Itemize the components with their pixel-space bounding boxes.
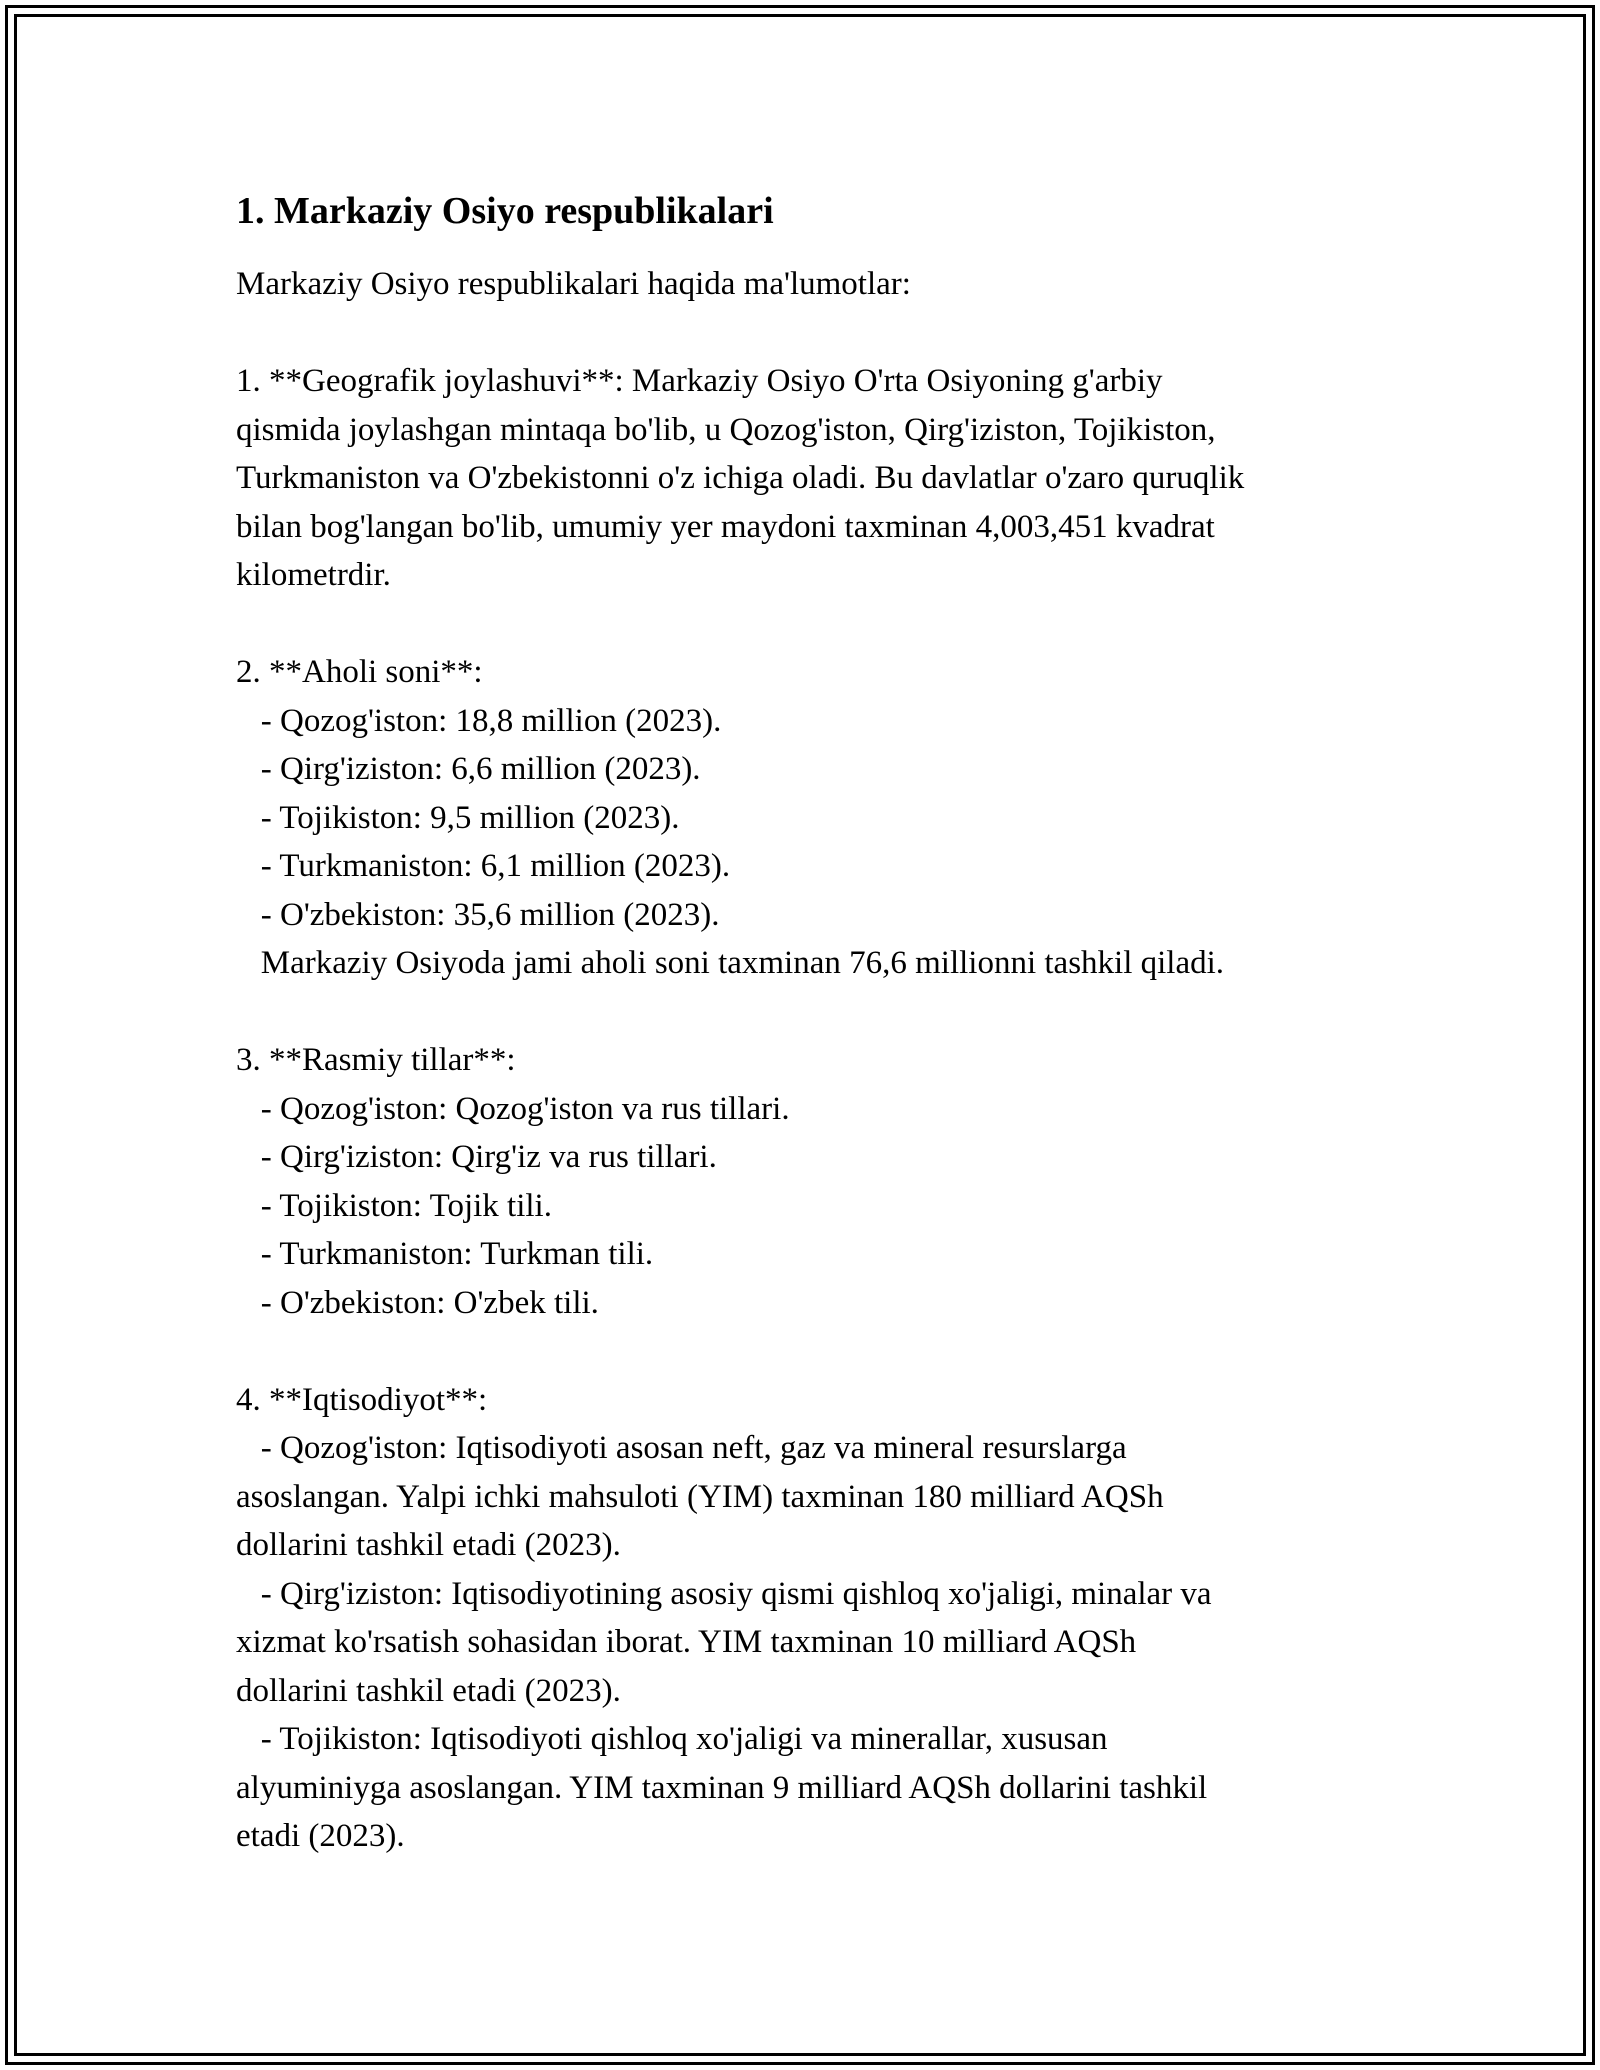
text-line: qismida joylashgan mintaqa bo'lib, u Qozog'iston, Qirg'iziston, Tojikiston,	[236, 411, 1216, 448]
text-line: dollarini tashkil etadi (2023).	[236, 1672, 621, 1709]
text-line: Markaziy Osiyoda jami aholi soni taxminan 76,6 millionni tashkil qiladi.	[236, 945, 1225, 981]
text-line: - Qirg'iziston: Qirg'iz va rus tillari.	[236, 1139, 717, 1175]
text-line: alyuminiyga asoslangan. YIM taxminan 9 milliard AQSh dollarini tashkil	[236, 1769, 1208, 1806]
text-line: Markaziy Osiyo respublikalari haqida ma'lumotlar:	[236, 266, 911, 302]
text-line: 3. **Rasmiy tillar**:	[236, 1042, 516, 1078]
text-line: kilometrdir.	[236, 557, 391, 593]
text-line: dollarini tashkil etadi (2023).	[236, 1527, 621, 1563]
text-line: - Qirg'iziston: 6,6 million (2023).	[236, 751, 701, 787]
text-line: 1. **Geografik joylashuvi**: Markaziy Osiyo O'rta Osiyoning g'arbiy	[236, 363, 1163, 399]
document-text	[236, 260, 1386, 1861]
text-line: 2. **Aholi soni**:	[236, 654, 483, 690]
document-body	[236, 186, 1386, 1861]
text-line: - Tojikiston: Tojik tili.	[236, 1187, 552, 1224]
text-line	[236, 1327, 1386, 1376]
text-line: - Qozog'iston: 18,8 million (2023).	[236, 702, 722, 739]
text-line: - Qozog'iston: Iqtisodiyoti asosan neft, gaz va mineral resurslarga	[236, 1430, 1127, 1466]
text-line: - O'zbekiston: O'zbek tili.	[236, 1284, 599, 1321]
text-line	[236, 309, 1386, 358]
text-line: - Turkmaniston: 6,1 million (2023).	[236, 848, 731, 884]
text-line: 4. **Iqtisodiyot**:	[236, 1381, 488, 1418]
text-line: - Qirg'iziston: Iqtisodiyotining asosiy qismi qishloq xo'jaligi, minalar va	[236, 1575, 1212, 1612]
text-line: etadi (2023).	[236, 1818, 405, 1854]
text-line: - O'zbekiston: 35,6 million (2023).	[236, 896, 720, 933]
text-line: - Qozog'iston: Qozog'iston va rus tillari.	[236, 1090, 790, 1127]
text-line: xizmat ko'rsatish sohasidan iborat. YIM taxminan 10 milliard AQSh	[236, 1624, 1137, 1660]
text-line	[236, 600, 1386, 649]
text-line: - Tojikiston: 9,5 million (2023).	[236, 799, 680, 836]
document-title: 1. Markaziy Osiyo respublikalari	[236, 190, 774, 232]
text-line	[236, 988, 1386, 1037]
text-line: - Tojikiston: Iqtisodiyoti qishloq xo'jaligi va minerallar, xususan	[236, 1721, 1108, 1757]
text-line: asoslangan. Yalpi ichki mahsuloti (YIM) taxminan 180 milliard AQSh	[236, 1478, 1164, 1515]
text-line: - Turkmaniston: Turkman tili.	[236, 1236, 654, 1272]
text-line: Turkmaniston va O'zbekistonni o'z ichiga oladi. Bu davlatlar o'zaro quruqlik	[236, 460, 1245, 496]
text-line: bilan bog'langan bo'lib, umumiy yer maydoni taxminan 4,003,451 kvadrat	[236, 508, 1215, 545]
